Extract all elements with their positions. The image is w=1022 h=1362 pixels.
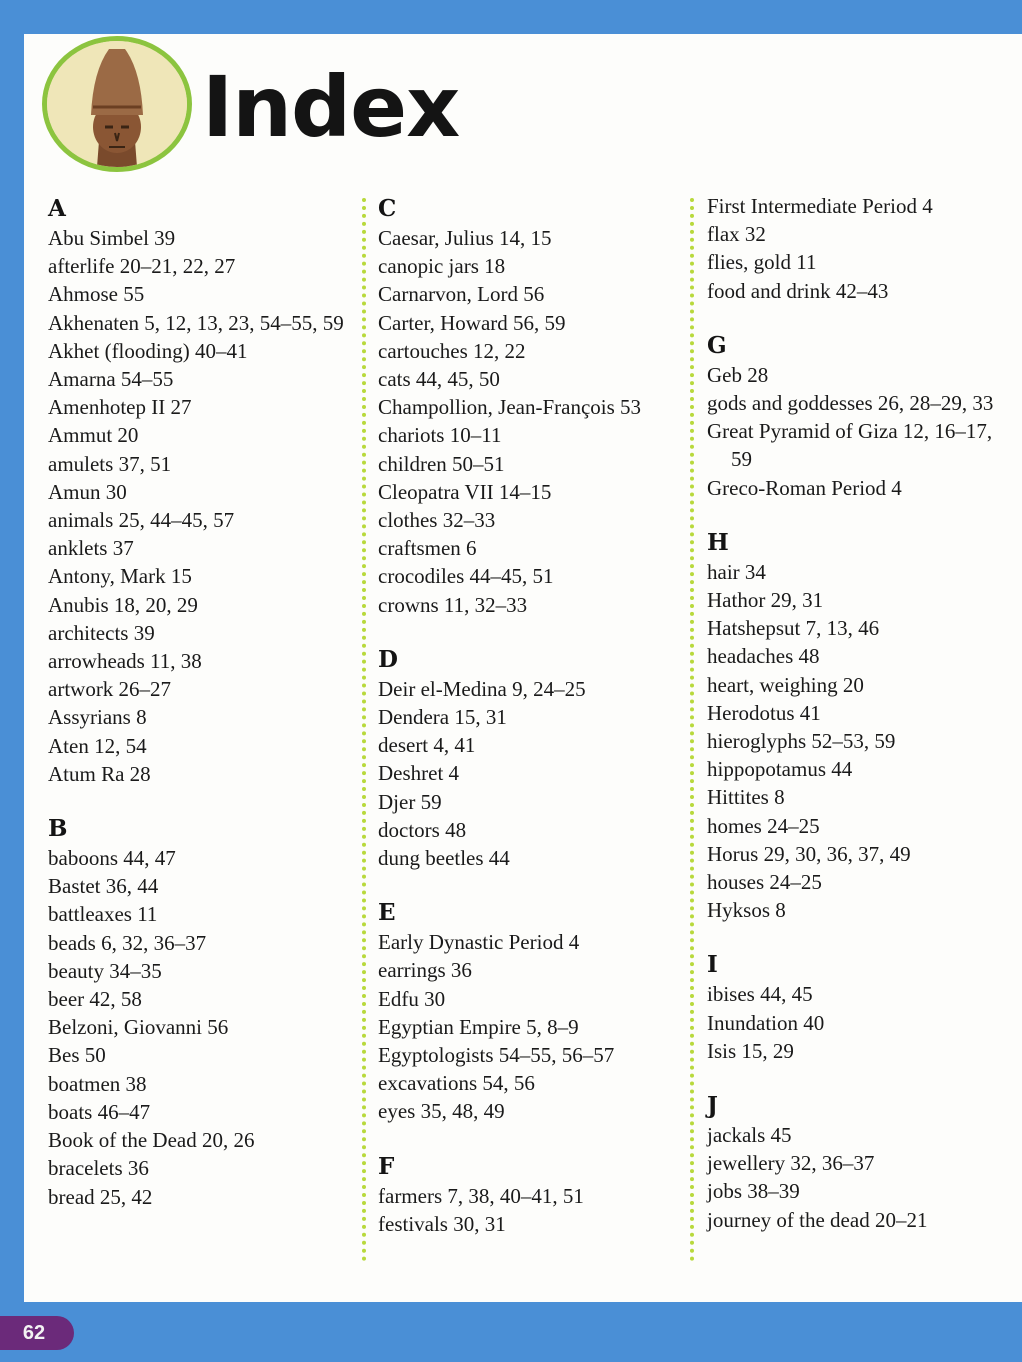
index-entry: Carnarvon, Lord 56 — [378, 282, 545, 307]
index-entry: flies, gold 11 — [707, 250, 817, 275]
section-letter: A — [48, 195, 66, 222]
index-entry: Belzoni, Giovanni 56 — [48, 1015, 229, 1040]
index-entry: artwork 26–27 — [48, 677, 172, 702]
index-column-1 — [48, 192, 358, 1211]
section-letter: C — [378, 195, 397, 222]
index-entry: doctors 48 — [378, 817, 467, 842]
index-entry: Isis 15, 29 — [707, 1038, 794, 1063]
index-entry: farmers 7, 38, 40–41, 51 — [378, 1183, 584, 1208]
section-gap — [48, 788, 358, 812]
column-divider — [690, 198, 694, 1262]
index-page — [24, 34, 1022, 1302]
footer-band — [0, 1302, 1022, 1362]
index-entry: hippopotamus 44 — [707, 757, 853, 782]
page-number: 62 — [0, 1316, 74, 1350]
section-gap — [707, 924, 1017, 948]
index-entry: houses 24–25 — [707, 870, 822, 895]
section-gap — [378, 872, 688, 896]
index-entry: heart, weighing 20 — [707, 672, 864, 697]
index-entry: Geb 28 — [707, 362, 769, 387]
index-entry: beauty 34–35 — [48, 958, 162, 983]
index-entry: journey of the dead 20–21 — [707, 1207, 928, 1232]
index-entry: Ammut 20 — [48, 423, 139, 448]
index-entry: eyes 35, 48, 49 — [378, 1099, 505, 1124]
index-entry: crocodiles 44–45, 51 — [378, 564, 554, 589]
index-entry: afterlife 20–21, 22, 27 — [48, 254, 236, 279]
index-entry: boats 46–47 — [48, 1099, 151, 1124]
index-entry: boatmen 38 — [48, 1071, 147, 1096]
index-entry: excavations 54, 56 — [378, 1071, 535, 1096]
index-entry: food and drink 42–43 — [707, 278, 889, 303]
index-entry: Ahmose 55 — [48, 282, 145, 307]
index-entry: Great Pyramid of Giza 12, 16–17, 59 — [707, 419, 993, 472]
index-entry: Amenhotep II 27 — [48, 395, 192, 420]
index-entry: cats 44, 45, 50 — [378, 367, 500, 392]
index-entry: jackals 45 — [707, 1123, 792, 1148]
index-entry: desert 4, 41 — [378, 733, 476, 758]
index-entry: Hatshepsut 7, 13, 46 — [707, 616, 880, 641]
index-entry: jewellery 32, 36–37 — [707, 1151, 875, 1176]
index-entry: Djer 59 — [378, 789, 442, 814]
index-entry: bracelets 36 — [48, 1156, 149, 1181]
index-entry: Akhenaten 5, 12, 13, 23, 54–55, 59 — [48, 310, 344, 335]
index-entry: chariots 10–11 — [378, 423, 502, 448]
page-title: Index — [202, 58, 460, 156]
pharaoh-head-icon — [42, 36, 192, 172]
index-entry: Inundation 40 — [707, 1010, 825, 1035]
index-entry: children 50–51 — [378, 451, 505, 476]
index-entry: Hittites 8 — [707, 785, 785, 810]
index-entry: architects 39 — [48, 620, 155, 645]
index-entry: Assyrians 8 — [48, 705, 147, 730]
section-letter: B — [48, 815, 68, 843]
index-entry: crowns 11, 32–33 — [378, 592, 528, 617]
index-entry: craftsmen 6 — [378, 536, 477, 561]
index-entry: beer 42, 58 — [48, 987, 142, 1012]
index-column-3 — [707, 192, 1017, 1234]
index-entry: Carter, Howard 56, 59 — [378, 310, 566, 335]
index-entry: Bes 50 — [48, 1043, 106, 1068]
index-entry: canopic jars 18 — [378, 254, 506, 279]
section-letter: F — [378, 1152, 395, 1180]
index-entry: Horus 29, 30, 36, 37, 49 — [707, 841, 911, 866]
index-entry: anklets 37 — [48, 536, 134, 561]
index-entry: Abu Simbel 39 — [48, 226, 176, 250]
index-entry: Anubis 18, 20, 29 — [48, 592, 198, 617]
index-entry: hair 34 — [707, 559, 766, 584]
section-gap — [378, 1126, 688, 1150]
section-letter: J — [707, 1092, 718, 1120]
index-entry: baboons 44, 47 — [48, 846, 176, 871]
section-gap — [707, 502, 1017, 526]
section-gap — [707, 305, 1017, 329]
index-entry: earrings 36 — [378, 958, 472, 983]
index-entry: Book of the Dead 20, 26 — [48, 1128, 255, 1153]
index-entry: Greco-Roman Period 4 — [707, 475, 902, 500]
column-divider — [362, 198, 366, 1262]
index-entry: festivals 30, 31 — [378, 1211, 506, 1236]
index-entry: Hyksos 8 — [707, 898, 786, 923]
index-entry: Herodotus 41 — [707, 700, 821, 725]
index-entry: bread 25, 42 — [48, 1184, 153, 1209]
section-gap — [707, 1065, 1017, 1089]
index-entry: homes 24–25 — [707, 813, 820, 838]
index-entry: Hathor 29, 31 — [707, 588, 824, 613]
section-letter: E — [378, 899, 396, 927]
section-letter: G — [707, 331, 727, 359]
index-entry: First Intermediate Period 4 — [707, 194, 933, 218]
section-gap — [378, 619, 688, 643]
index-entry: Deir el-Medina 9, 24–25 — [378, 676, 586, 701]
index-entry: Deshret 4 — [378, 761, 460, 786]
section-letter: D — [378, 645, 398, 673]
index-entry: Early Dynastic Period 4 — [378, 930, 580, 955]
index-entry: Akhet (flooding) 40–41 — [48, 338, 248, 363]
index-entry: Edfu 30 — [378, 986, 446, 1011]
index-entry: arrowheads 11, 38 — [48, 649, 202, 674]
index-entry: flax 32 — [707, 222, 766, 247]
index-entry: headaches 48 — [707, 644, 820, 669]
index-entry: Atum Ra 28 — [48, 761, 151, 786]
index-entry: Champollion, Jean-François 53 — [378, 395, 642, 420]
index-entry: battleaxes 11 — [48, 902, 158, 927]
index-entry: beads 6, 32, 36–37 — [48, 930, 207, 955]
index-entry: ibises 44, 45 — [707, 982, 813, 1007]
index-entry: jobs 38–39 — [707, 1179, 800, 1204]
index-entry: clothes 32–33 — [378, 508, 496, 533]
index-entry: dung beetles 44 — [378, 846, 510, 871]
index-entry: amulets 37, 51 — [48, 451, 172, 476]
index-entry: Egyptian Empire 5, 8–9 — [378, 1014, 579, 1039]
index-entry: Caesar, Julius 14, 15 — [378, 226, 552, 250]
index-entry: Amarna 54–55 — [48, 367, 174, 392]
index-entry: Cleopatra VII 14–15 — [378, 479, 552, 504]
index-entry: animals 25, 44–45, 57 — [48, 508, 235, 533]
index-entry: Bastet 36, 44 — [48, 874, 159, 899]
index-column-2 — [378, 192, 688, 1238]
section-letter: I — [707, 951, 718, 979]
index-entry: hieroglyphs 52–53, 59 — [707, 729, 896, 754]
index-entry: Antony, Mark 15 — [48, 564, 192, 589]
index-entry: Dendera 15, 31 — [378, 705, 507, 730]
index-entry: cartouches 12, 22 — [378, 338, 526, 363]
index-entry: Amun 30 — [48, 479, 127, 504]
index-entry: gods and goddesses 26, 28–29, 33 — [707, 391, 994, 416]
index-entry: Aten 12, 54 — [48, 733, 147, 758]
index-entry: Egyptologists 54–55, 56–57 — [378, 1043, 615, 1068]
section-letter: H — [707, 528, 729, 556]
